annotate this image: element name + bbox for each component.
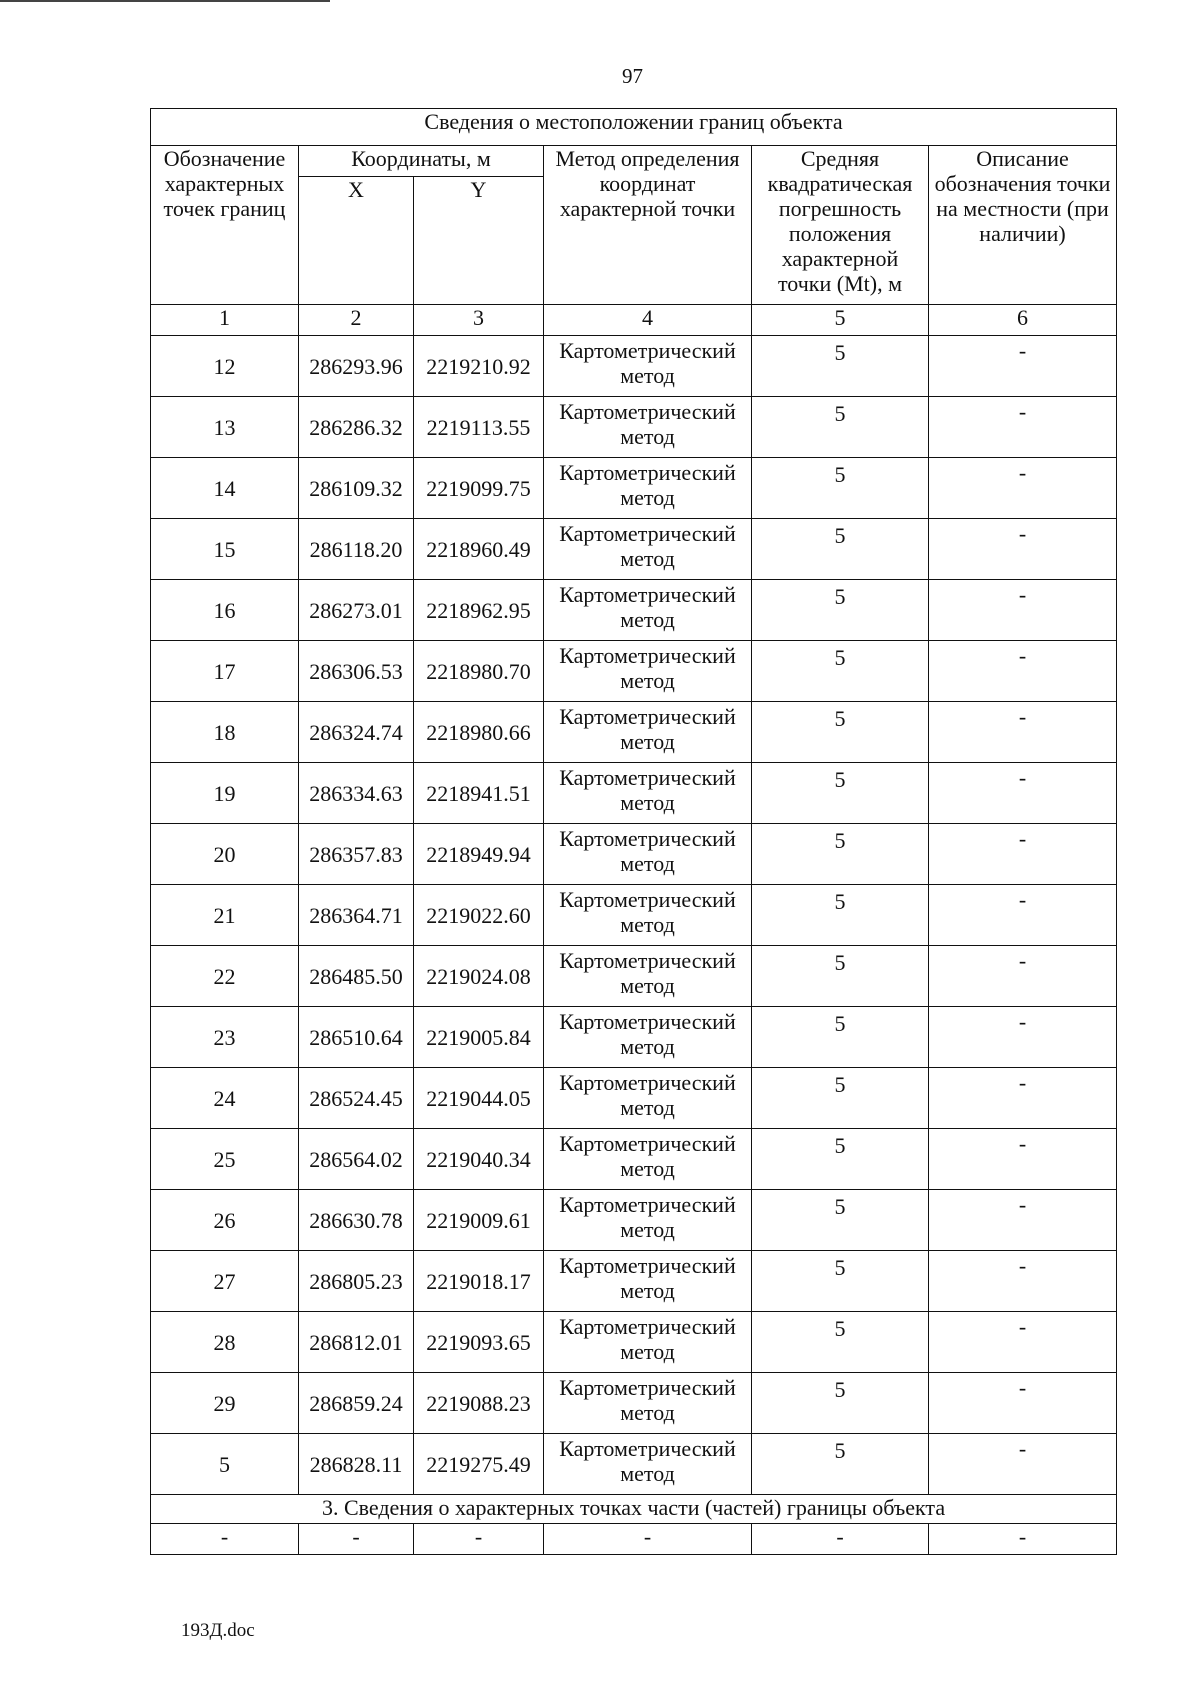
table-row	[151, 458, 1117, 519]
cell-mt: 5	[752, 641, 929, 702]
header-method: Метод определения координат характерной точки	[544, 146, 752, 305]
cell-mt: 5	[752, 1434, 929, 1495]
cell-desc: -	[929, 824, 1117, 885]
cell-method: Картометрический метод	[544, 946, 752, 1007]
cell-point: 17	[151, 641, 299, 702]
column-number: 3	[414, 305, 544, 336]
section3-cell: -	[544, 1524, 752, 1555]
cell-method: Картометрический метод	[544, 519, 752, 580]
cell-mt: 5	[752, 1373, 929, 1434]
cell-point: 28	[151, 1312, 299, 1373]
cell-mt: 5	[752, 1129, 929, 1190]
cell-desc: -	[929, 1312, 1117, 1373]
cell-desc: -	[929, 885, 1117, 946]
cell-desc: -	[929, 458, 1117, 519]
cell-x: 286859.24	[299, 1373, 414, 1434]
table-row	[151, 824, 1117, 885]
cell-y: 2218980.66	[414, 702, 544, 763]
cell-point: 29	[151, 1373, 299, 1434]
cell-desc: -	[929, 946, 1117, 1007]
header-coords: Координаты, м	[299, 146, 544, 177]
cell-method: Картометрический метод	[544, 1434, 752, 1495]
cell-x: 286286.32	[299, 397, 414, 458]
column-number: 1	[151, 305, 299, 336]
table-row	[151, 336, 1117, 397]
column-number: 6	[929, 305, 1117, 336]
cell-mt: 5	[752, 1007, 929, 1068]
cell-y: 2218941.51	[414, 763, 544, 824]
cell-y: 2219093.65	[414, 1312, 544, 1373]
cell-y: 2219113.55	[414, 397, 544, 458]
cell-point: 24	[151, 1068, 299, 1129]
boundary-coordinates-table	[150, 108, 1117, 1555]
cell-method: Картометрический метод	[544, 702, 752, 763]
table-row	[151, 519, 1117, 580]
table-row	[151, 1129, 1117, 1190]
table-row	[151, 1190, 1117, 1251]
cell-method: Картометрический метод	[544, 1373, 752, 1434]
table-title: Сведения о местоположении границ объекта	[151, 109, 1117, 146]
cell-mt: 5	[752, 885, 929, 946]
cell-x: 286485.50	[299, 946, 414, 1007]
cell-point: 18	[151, 702, 299, 763]
cell-x: 286334.63	[299, 763, 414, 824]
cell-mt: 5	[752, 1190, 929, 1251]
page-number: 97	[622, 64, 643, 88]
column-number: 5	[752, 305, 929, 336]
column-numbers-row	[151, 305, 1117, 336]
table-row	[151, 946, 1117, 1007]
column-number: 2	[299, 305, 414, 336]
section3-cell: -	[151, 1524, 299, 1555]
cell-desc: -	[929, 1434, 1117, 1495]
cell-method: Картометрический метод	[544, 1068, 752, 1129]
cell-y: 2219275.49	[414, 1434, 544, 1495]
cell-method: Картометрический метод	[544, 1251, 752, 1312]
section3-cell: -	[299, 1524, 414, 1555]
cell-mt: 5	[752, 1251, 929, 1312]
cell-x: 286273.01	[299, 580, 414, 641]
column-number: 4	[544, 305, 752, 336]
cell-desc: -	[929, 1190, 1117, 1251]
table-row	[151, 1373, 1117, 1434]
cell-y: 2219018.17	[414, 1251, 544, 1312]
cell-method: Картометрический метод	[544, 1312, 752, 1373]
cell-mt: 5	[752, 1068, 929, 1129]
cell-desc: -	[929, 397, 1117, 458]
cell-y: 2218949.94	[414, 824, 544, 885]
cell-y: 2219088.23	[414, 1373, 544, 1434]
cell-x: 286306.53	[299, 641, 414, 702]
cell-x: 286630.78	[299, 1190, 414, 1251]
cell-method: Картометрический метод	[544, 641, 752, 702]
cell-y: 2219099.75	[414, 458, 544, 519]
cell-y: 2219022.60	[414, 885, 544, 946]
cell-mt: 5	[752, 946, 929, 1007]
cell-mt: 5	[752, 458, 929, 519]
cell-desc: -	[929, 1129, 1117, 1190]
cell-point: 12	[151, 336, 299, 397]
header-x: X	[299, 177, 414, 305]
header-desc: Описание обозначения точки на местности (при наличии)	[929, 146, 1117, 305]
cell-method: Картометрический метод	[544, 824, 752, 885]
cell-desc: -	[929, 1251, 1117, 1312]
cell-point: 21	[151, 885, 299, 946]
cell-desc: -	[929, 580, 1117, 641]
cell-point: 16	[151, 580, 299, 641]
table-row	[151, 885, 1117, 946]
cell-mt: 5	[752, 702, 929, 763]
cell-point: 13	[151, 397, 299, 458]
header-mt: Средняя квадратическая погрешность положения характерной точки (Mt), м	[752, 146, 929, 305]
cell-point: 22	[151, 946, 299, 1007]
cell-y: 2218980.70	[414, 641, 544, 702]
cell-point: 20	[151, 824, 299, 885]
cell-x: 286524.45	[299, 1068, 414, 1129]
cell-method: Картометрический метод	[544, 458, 752, 519]
cell-y: 2219005.84	[414, 1007, 544, 1068]
cell-mt: 5	[752, 1312, 929, 1373]
cell-method: Картометрический метод	[544, 336, 752, 397]
cell-desc: -	[929, 336, 1117, 397]
cell-x: 286828.11	[299, 1434, 414, 1495]
cell-x: 286357.83	[299, 824, 414, 885]
cell-x: 286805.23	[299, 1251, 414, 1312]
cell-method: Картометрический метод	[544, 885, 752, 946]
table-row	[151, 1434, 1117, 1495]
cell-method: Картометрический метод	[544, 397, 752, 458]
cell-point: 19	[151, 763, 299, 824]
cell-desc: -	[929, 763, 1117, 824]
section3-cell: -	[752, 1524, 929, 1555]
section3-title: 3. Сведения о характерных точках части (частей) границы объекта	[151, 1495, 1117, 1524]
cell-desc: -	[929, 1007, 1117, 1068]
cell-method: Картометрический метод	[544, 1190, 752, 1251]
cell-x: 286364.71	[299, 885, 414, 946]
cell-method: Картометрический метод	[544, 763, 752, 824]
table-row	[151, 763, 1117, 824]
cell-y: 2219040.34	[414, 1129, 544, 1190]
cell-desc: -	[929, 1373, 1117, 1434]
cell-y: 2219044.05	[414, 1068, 544, 1129]
cell-x: 286812.01	[299, 1312, 414, 1373]
cell-mt: 5	[752, 763, 929, 824]
cell-point: 26	[151, 1190, 299, 1251]
cell-x: 286564.02	[299, 1129, 414, 1190]
cell-desc: -	[929, 519, 1117, 580]
section3-row	[151, 1524, 1117, 1555]
header-y: Y	[414, 177, 544, 305]
table-row	[151, 1068, 1117, 1129]
cell-y: 2219024.08	[414, 946, 544, 1007]
footer-filename: 193Д.doc	[181, 1620, 255, 1641]
cell-x: 286324.74	[299, 702, 414, 763]
cell-method: Картометрический метод	[544, 1129, 752, 1190]
cell-point: 23	[151, 1007, 299, 1068]
cell-y: 2219210.92	[414, 336, 544, 397]
section3-cell: -	[929, 1524, 1117, 1555]
cell-y: 2219009.61	[414, 1190, 544, 1251]
cell-desc: -	[929, 702, 1117, 763]
cell-method: Картометрический метод	[544, 580, 752, 641]
table-row	[151, 397, 1117, 458]
cell-y: 2218960.49	[414, 519, 544, 580]
cell-x: 286510.64	[299, 1007, 414, 1068]
table-row	[151, 1007, 1117, 1068]
cell-x: 286109.32	[299, 458, 414, 519]
cell-desc: -	[929, 641, 1117, 702]
table-row	[151, 1312, 1117, 1373]
header-point: Обозначение характерных точек границ	[151, 146, 299, 305]
cell-mt: 5	[752, 519, 929, 580]
cell-desc: -	[929, 1068, 1117, 1129]
table-row	[151, 702, 1117, 763]
cell-mt: 5	[752, 580, 929, 641]
section3-cell: -	[414, 1524, 544, 1555]
cell-point: 14	[151, 458, 299, 519]
cell-point: 15	[151, 519, 299, 580]
cell-mt: 5	[752, 336, 929, 397]
cell-mt: 5	[752, 824, 929, 885]
cell-point: 27	[151, 1251, 299, 1312]
cell-mt: 5	[752, 397, 929, 458]
cell-point: 5	[151, 1434, 299, 1495]
scan-edge-line	[0, 0, 330, 2]
cell-x: 286118.20	[299, 519, 414, 580]
cell-point: 25	[151, 1129, 299, 1190]
cell-y: 2218962.95	[414, 580, 544, 641]
table-row	[151, 641, 1117, 702]
cell-x: 286293.96	[299, 336, 414, 397]
table-row	[151, 580, 1117, 641]
table-row	[151, 1251, 1117, 1312]
cell-method: Картометрический метод	[544, 1007, 752, 1068]
